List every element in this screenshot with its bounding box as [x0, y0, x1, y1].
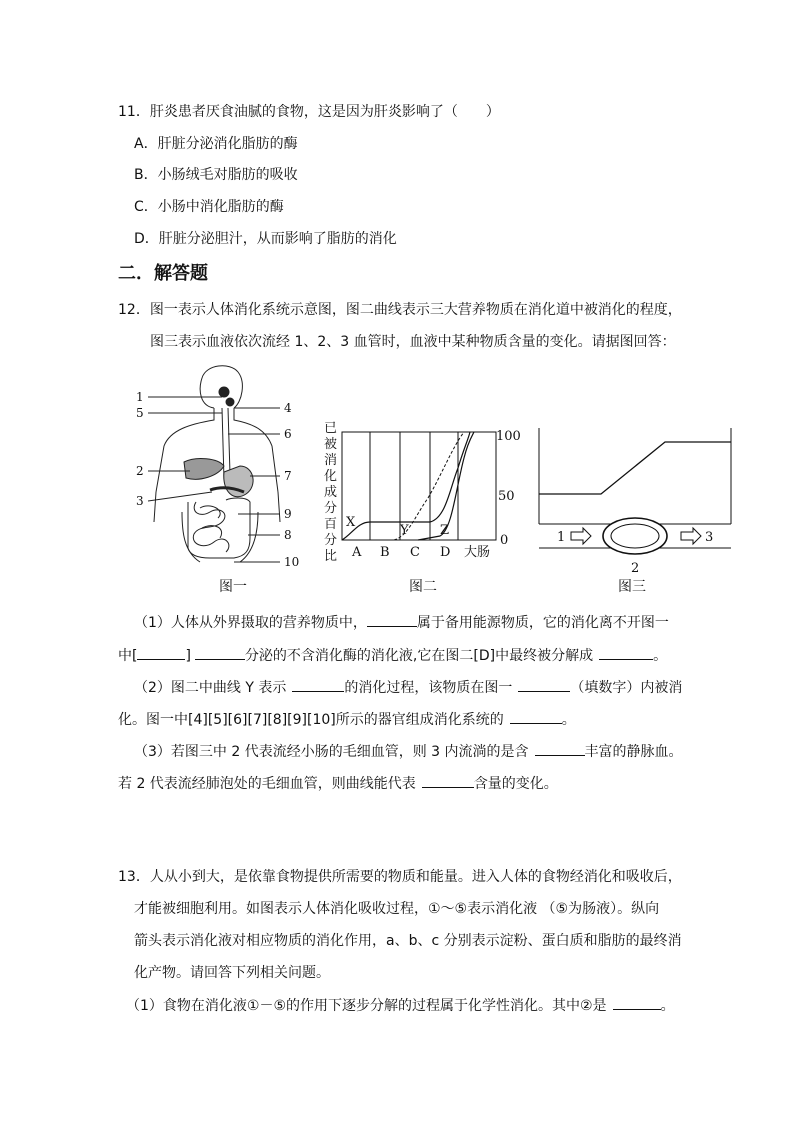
fig2-xtick-c: C: [410, 545, 420, 560]
q11-option-a[interactable]: A．肝脏分泌消化脂肪的酶: [134, 136, 298, 152]
fig1-caption: 图一: [219, 579, 247, 595]
fig2-ytick-100: 100: [496, 429, 521, 444]
fig2-caption: 图二: [409, 579, 437, 595]
fig2-curve-y: Y: [400, 523, 409, 538]
fig1-label-4: 4: [284, 401, 292, 415]
answer-blank[interactable]: [195, 645, 245, 660]
q12-part1-line2: 中[ ] 分泌的不含消化酶的消化液,它在图二[D]中最终被分解成 。: [118, 645, 667, 666]
fig2-xtick-b: B: [380, 545, 390, 560]
fig2-ylabel-char: 分: [324, 533, 338, 548]
q12-part3-line1: （3）若图三中 2 代表流经小肠的毛细血管，则 3 内流淌的是含 丰富的静脉血。: [134, 741, 683, 762]
fig2-ylabel-char: 被: [324, 437, 338, 452]
fig1-label-2: 2: [136, 464, 144, 478]
q13-stem-line3: 箭头表示消化液对相应物质的消化作用，a、b、c 分别表示淀粉、蛋白质和脂肪的最终消: [134, 933, 682, 949]
fig2-xtick-d: D: [440, 545, 451, 560]
q13-stem-line2: 才能被细胞利用。如图表示人体消化吸收过程，①～⑤表示消化液 （⑤为肠液）。纵向: [134, 901, 660, 917]
q13-part1: （1）食物在消化液①－⑤的作用下逐步分解的过程属于化学性消化。其中②是 。: [126, 995, 675, 1016]
answer-blank[interactable]: [510, 709, 562, 724]
q11-option-b[interactable]: B．小肠绒毛对脂肪的吸收: [134, 167, 298, 183]
answer-blank[interactable]: [535, 741, 585, 756]
fig2-ylabel-char: 已: [324, 421, 338, 436]
q12-stem-line1: 12．图一表示人体消化系统示意图，图二曲线表示三大营养物质在消化道中被消化的程度，: [118, 302, 682, 318]
fig2-ytick-50: 50: [498, 489, 515, 504]
fig1-label-7: 7: [284, 469, 292, 483]
q11-stem: 11．肝炎患者厌食油腻的食物，这是因为肝炎影响了（ ）: [118, 104, 500, 120]
fig3-vessel-1: 1: [557, 530, 566, 545]
figure1-digestive-system: [130, 362, 310, 574]
answer-blank[interactable]: [518, 677, 570, 692]
fig2-ylabel-char: 消: [324, 453, 338, 468]
fig1-label-5: 5: [136, 406, 144, 420]
fig3-vessel-2: 2: [631, 561, 640, 576]
answer-blank[interactable]: [599, 645, 653, 660]
fig1-label-9: 9: [284, 507, 292, 521]
q12-stem-line2: 图三表示血液依次流经 1、2、3 血管时，血液中某种物质含量的变化。请据图回答：: [150, 334, 676, 350]
answer-blank[interactable]: [613, 995, 661, 1010]
fig2-ylabel-char: 分: [324, 501, 338, 516]
figure2-digestion-curves: [318, 418, 528, 566]
fig1-label-8: 8: [284, 528, 292, 542]
fig2-ylabel-char: 百: [324, 517, 338, 532]
q13-stem-line4: 化产物。请回答下列相关问题。: [134, 965, 330, 981]
q12-part2-line1: （2）图二中曲线 Y 表示 的消化过程，该物质在图一 （填数字）内被消: [134, 677, 682, 698]
fig2-curve-x: X: [346, 515, 356, 530]
fig2-ytick-0: 0: [500, 533, 509, 548]
q11-option-c[interactable]: C．小肠中消化脂肪的酶: [134, 199, 284, 215]
q11-option-d[interactable]: D．肝脏分泌胆汁，从而影响了脂肪的消化: [134, 231, 397, 247]
fig1-label-3: 3: [136, 494, 144, 508]
fig2-curve-z: Z: [440, 523, 450, 538]
fig2-xtick-a: A: [352, 545, 362, 560]
answer-blank[interactable]: [367, 612, 417, 627]
answer-blank[interactable]: [422, 773, 474, 788]
fig1-label-10: 10: [284, 555, 300, 569]
q13-stem-line1: 13．人从小到大，是依靠食物提供所需要的物质和能量。进入人体的食物经消化和吸收后，: [118, 869, 682, 885]
q12-part1-line1: （1）人体从外界摄取的营养物质中， 属于备用能源物质，它的消化离不开图一: [134, 612, 669, 633]
fig3-caption: 图三: [618, 579, 646, 595]
fig1-label-6: 6: [284, 427, 292, 441]
q12-part3-line2: 若 2 代表流经肺泡处的毛细血管，则曲线能代表 含量的变化。: [118, 773, 558, 794]
section-title: 二．解答题: [118, 263, 208, 284]
fig2-ylabel-char: 化: [324, 469, 338, 484]
fig1-label-1: 1: [136, 390, 144, 404]
fig2-ylabel-char: 比: [324, 549, 338, 564]
fig3-vessel-3: 3: [705, 530, 714, 545]
fig2-xtick-large-intestine: 大肠: [464, 545, 491, 560]
fig2-ylabel-char: 成: [324, 485, 338, 500]
figure3-blood-vessels: [535, 424, 740, 576]
answer-blank[interactable]: [292, 677, 344, 692]
q12-part2-line2: 化。图一中[4][5][6][7][8][9][10]所示的器官组成消化系统的 。: [118, 709, 576, 730]
answer-blank[interactable]: [137, 645, 185, 660]
